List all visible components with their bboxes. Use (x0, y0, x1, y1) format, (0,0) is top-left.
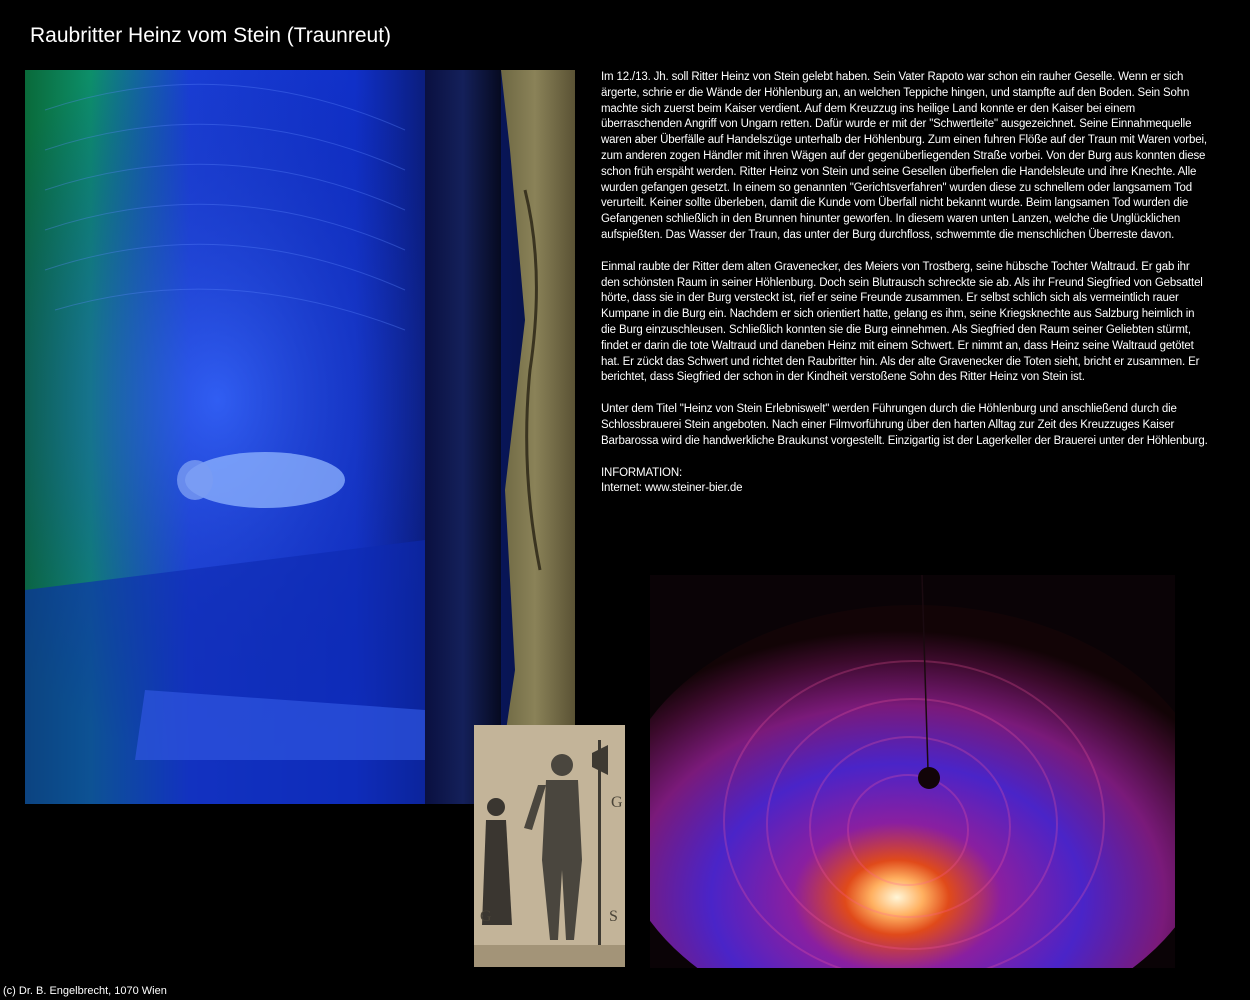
well-shaft-photo (650, 575, 1175, 968)
svg-text:G: G (480, 908, 492, 925)
information-heading: INFORMATION: (601, 466, 683, 479)
paragraph-3: Unter dem Titel "Heinz von Stein Erlebniswelt" werden Führungen durch die Höhlenburg und anschließend durch die Schlossbrauerei Stein angeboten. Nach einer Filmvorführung über den harten Alltag zur Zeit des Kreuzzuges Kaiser Barbarossa wird die handwerkliche Braukunst vorgestellt. Einzigartig ist der Lagerkeller der Brauerei unter der Höhlenburg. (601, 403, 1208, 447)
copyright-notice: (c) Dr. B. Engelbrecht, 1070 Wien (3, 985, 167, 997)
information-block (601, 466, 1209, 498)
article-text (601, 70, 1209, 497)
knight-relief-photo (474, 725, 625, 967)
page-title: Raubritter Heinz vom Stein (Traunreut) (30, 24, 392, 47)
paragraph-2: Einmal raubte der Ritter dem alten Gravenecker, des Meiers von Trostberg, seine hübsche Tochter Waltraud. Er gab ihr den schönsten Raum in seiner Höhlenburg. Doch sein Blutrausch schreckte sie ab. Als ihr Freund Siegfried von Gebsattel hörte, dass sie in der Burg versteckt ist, rief er seine Freunde zusammen. Er selbst schlich sich als vermeintlich rauer Kumpane in die Burg ein. Nachdem er sich orientiert hatte, gelang es ihm, seine Kriegsknechte aus Salzburg heimlich in die Burg einzuschleusen. Schließlich konnten sie die Burg einnehmen. Als Siegfried den Raum seiner Geliebten stürmt, findet er darin die tote Waltraud und daneben Heinz mit einem Schwert. Er nimmt an, dass Heinz seine Waltraud getötet hat. Er zückt das Schwert und richtet den Raubritter hin. Als der alte Gravenecker die Toten sieht, bricht er zusammen. Er berichtet, dass Siegfried der schon in der Kindheit verstoßene Sohn des Ritter Heinz von Stein ist. (601, 260, 1203, 384)
svg-text:S: S (609, 908, 618, 925)
paragraph-1: Im 12./13. Jh. soll Ritter Heinz von Stein gelebt haben. Sein Vater Rapoto war schon ein rauher Geselle. Wenn er sich ärgerte, schrie er die Wände der Höhlenburg an, an welchen Teppiche hingen, und stampfte auf den Boden. Sein Sohn machte sich zuerst beim Kaiser verdient. Auf dem Kreuzzug ins heilige Land konnte er den Kaiser bei einem überraschenden Angriff von Ungarn retten. Dafür wurde er mit der "Schwertleite" ausgezeichnet. Seine Einnahmequelle waren aber Überfälle auf Handelszüge unterhalb der Höhlenburg. Zum einen fuhren Flöße auf der Traun mit Waren vorbei, zum anderen zogen Händler mit ihren Wägen auf der gegenüberliegenden Straße vorbei. Von der Burg aus konnten diese schon früh erspäht werden. Ritter Heinz von Stein und seine Gesellen überfielen die Handelsleute und ihre Knechte. Alle wurden gefangen gesetzt. In einem so genannten "Gerichtsverfahren" wurden diese zu schnellem oder langsamem Tod verurteilt. Keiner sollte überleben, damit die Kunde vom Überfall nicht bekannt wurde. Beim langsamen Tod wurden die Gefangenen schließlich in den Brunnen hinunter geworfen. In diesem waren unten Lanzen, welche die Unglücklichen aufspießten. Das Wasser der Traun, das unter der Burg durchfloss, schwemmte die menschlichen Überreste davon. (601, 71, 1207, 241)
svg-text:G: G (611, 794, 623, 811)
cave-photo (25, 70, 575, 804)
internet-link[interactable]: Internet: www.steiner-bier.de (601, 482, 743, 495)
